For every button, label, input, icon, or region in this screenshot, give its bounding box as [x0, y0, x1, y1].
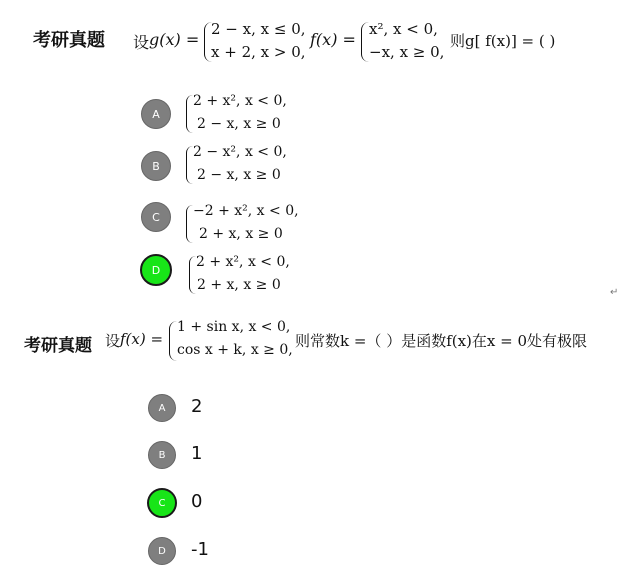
q1-f-case2: −x, x ≥ 0, [369, 43, 445, 61]
q2-option-b-badge[interactable]: B [148, 441, 176, 469]
q1-f-lhs: f(x) = [310, 30, 356, 49]
q1-g-lhs: g(x) = [149, 30, 200, 49]
question-1-tag: 考研真题 [33, 30, 105, 51]
q2-case1: 1 + sin x, x < 0, [177, 319, 291, 335]
option-c-brace [186, 205, 193, 243]
question-2-tag: 考研真题 [24, 336, 92, 356]
q2-option-d-value: -1 [191, 539, 209, 560]
q2-option-c-badge[interactable]: C [147, 488, 177, 518]
q1-g-case1: 2 − x, x ≤ 0, [211, 20, 306, 38]
option-a-brace [186, 95, 193, 133]
option-b-brace [186, 146, 193, 184]
q1-ask: 则g[ f(x)] = ( ) [450, 32, 556, 50]
option-d-line2: 2 + x, x ≥ 0 [197, 277, 281, 293]
return-mark: ↵ [610, 287, 619, 298]
question-1-stem [133, 20, 613, 70]
option-d-badge[interactable]: D [140, 254, 172, 286]
q1-g-case2: x + 2, x > 0, [211, 43, 306, 61]
q2-ask: 则常数k =（ ）是函数f(x)在x = 0处有极限 [295, 332, 588, 350]
q2-option-c-value: 0 [191, 491, 203, 512]
q2-brace [169, 321, 177, 361]
option-d-line1: 2 + x², x < 0, [196, 254, 290, 270]
option-b-line1: 2 − x², x < 0, [193, 144, 287, 160]
option-a-line1: 2 + x², x < 0, [193, 93, 287, 109]
question-2-stem [105, 318, 625, 368]
option-b-badge[interactable]: B [141, 151, 171, 181]
option-a-line2: 2 − x, x ≥ 0 [197, 116, 281, 132]
option-c-badge[interactable]: C [141, 202, 171, 232]
option-c-line2: 2 + x, x ≥ 0 [199, 226, 283, 242]
q2-case2: cos x + k, x ≥ 0, [177, 342, 293, 358]
q2-prefix: 设 [105, 332, 121, 350]
option-b-line2: 2 − x, x ≥ 0 [197, 167, 281, 183]
option-c-line1: −2 + x², x < 0, [193, 203, 299, 219]
option-a-badge[interactable]: A [141, 99, 171, 129]
q2-option-a-badge[interactable]: A [148, 394, 176, 422]
q2-f-lhs: f(x) = [120, 330, 164, 348]
q1-f-brace [361, 22, 369, 62]
q1-prefix: 设 [133, 33, 150, 52]
option-d-brace [189, 256, 196, 294]
q2-option-a-value: 2 [191, 396, 203, 417]
q2-option-d-badge[interactable]: D [148, 537, 176, 565]
q2-option-b-value: 1 [191, 443, 203, 464]
q1-f-case1: x², x < 0, [369, 20, 438, 38]
